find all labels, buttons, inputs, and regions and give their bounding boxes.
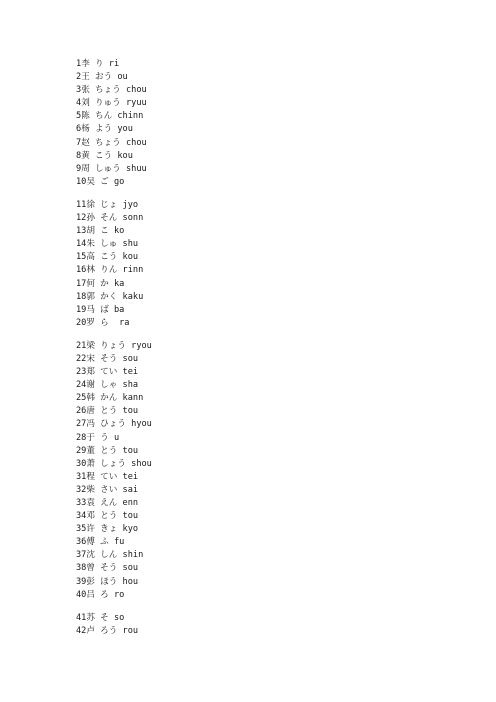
surname-kanji: 许 — [86, 524, 95, 535]
entry-number: 3 — [76, 85, 82, 96]
surname-kanji: 胡 — [86, 226, 95, 237]
surname-kana: じょ — [100, 199, 118, 210]
surname-row — [76, 523, 152, 536]
surname-row — [76, 58, 152, 71]
surname-kanji: 孙 — [86, 213, 95, 224]
surname-kanji: 袁 — [86, 498, 95, 508]
entry-number: 32 — [76, 484, 87, 495]
entry-number: 31 — [76, 471, 87, 482]
surname-romaji: ryou — [131, 340, 152, 351]
surname-kana: ろう — [100, 625, 118, 636]
surname-list — [76, 58, 152, 648]
surname-kana: しょう — [100, 458, 126, 469]
surname-kanji: 郑 — [86, 367, 95, 378]
entry-number: 11 — [76, 199, 87, 210]
surname-row — [76, 176, 152, 189]
surname-row — [76, 97, 152, 110]
surname-kanji: 宋 — [86, 353, 95, 364]
surname-kanji: 董 — [86, 445, 95, 456]
surname-row — [76, 458, 152, 471]
surname-kanji: 柴 — [86, 484, 95, 495]
entry-number: 19 — [76, 304, 87, 315]
surname-kanji: 赵 — [81, 137, 90, 148]
surname-romaji: shu — [122, 239, 139, 250]
entry-number: 30 — [76, 458, 87, 469]
surname-kana: かく — [100, 291, 118, 302]
surname-row — [76, 110, 152, 123]
surname-kanji: 傅 — [86, 537, 95, 548]
surname-kana: そう — [100, 563, 118, 574]
surname-row — [76, 366, 152, 379]
surname-kana: こ — [100, 226, 109, 237]
surname-kana: りん — [100, 265, 118, 276]
entry-number: 27 — [76, 419, 87, 430]
entry-number: 36 — [76, 537, 87, 548]
entry-number: 1 — [76, 59, 82, 69]
surname-row — [76, 225, 152, 238]
surname-romaji: tou — [122, 511, 139, 522]
surname-row — [76, 536, 152, 549]
surname-kanji: 邓 — [86, 511, 95, 522]
surname-row — [76, 150, 152, 163]
surname-kana: とう — [100, 445, 118, 456]
surname-kana: しん — [100, 550, 118, 561]
surname-kana: えん — [100, 498, 118, 508]
surname-kanji: 唐 — [86, 406, 95, 417]
surname-kana: しゅ — [100, 239, 118, 250]
surname-row — [76, 353, 152, 366]
surname-kanji: 陈 — [81, 111, 90, 122]
surname-kana: ご — [100, 176, 109, 187]
entry-number: 8 — [76, 150, 82, 161]
entry-number: 15 — [76, 252, 87, 263]
surname-romaji: chinn — [117, 111, 144, 122]
surname-kana: う — [100, 432, 109, 443]
surname-romaji: hyou — [131, 419, 152, 430]
surname-romaji: so — [113, 612, 125, 623]
surname-row — [76, 392, 152, 405]
entry-number: 18 — [76, 291, 87, 302]
surname-row — [76, 562, 152, 575]
surname-romaji: kou — [122, 252, 139, 263]
surname-row — [76, 251, 152, 264]
surname-kana: しゃ — [100, 380, 118, 391]
surname-kana: ほう — [100, 576, 118, 587]
surname-kana: てい — [100, 367, 118, 378]
surname-kanji: 王 — [81, 72, 90, 83]
surname-kanji: 萧 — [86, 458, 95, 469]
surname-kanji: 程 — [86, 471, 95, 482]
entry-number: 34 — [76, 511, 87, 522]
surname-romaji: ri — [108, 59, 120, 69]
surname-kana: こう — [94, 150, 113, 161]
surname-kana: ちょう — [94, 85, 121, 96]
surname-kana: とう — [100, 406, 118, 417]
surname-kana: そう — [100, 353, 118, 364]
surname-kana: ちん — [94, 111, 113, 122]
surname-kanji: 郭 — [86, 291, 95, 302]
surname-romaji: tou — [122, 406, 139, 417]
surname-kana: ろ — [100, 589, 109, 600]
surname-row — [76, 510, 152, 523]
surname-row — [76, 264, 152, 277]
surname-romaji: u — [113, 432, 120, 443]
surname-romaji: shin — [122, 550, 144, 561]
surname-romaji: ba — [113, 304, 125, 315]
surname-kanji: 马 — [86, 304, 95, 315]
surname-kana: か — [100, 278, 109, 289]
surname-kanji: 梁 — [86, 340, 95, 351]
surname-group — [76, 340, 152, 602]
entry-number: 5 — [76, 111, 82, 122]
surname-romaji: ka — [113, 278, 125, 289]
surname-row — [76, 317, 152, 330]
entry-number: 24 — [76, 380, 87, 391]
entry-number: 17 — [76, 278, 87, 289]
surname-romaji: ryuu — [125, 98, 147, 109]
entry-number: 38 — [76, 563, 87, 574]
surname-romaji: enn — [122, 498, 139, 508]
surname-kanji: 李 — [81, 59, 90, 69]
surname-romaji: ko — [113, 226, 125, 237]
surname-row — [76, 471, 152, 484]
surname-row — [76, 418, 152, 431]
surname-row — [76, 576, 152, 589]
surname-row — [76, 625, 152, 638]
surname-kanji: 朱 — [86, 239, 95, 250]
surname-row — [76, 405, 152, 418]
surname-row — [76, 445, 152, 458]
surname-kana: しゅう — [94, 163, 121, 174]
entry-number: 7 — [76, 137, 82, 148]
surname-romaji: rinn — [122, 265, 144, 276]
entry-number: 39 — [76, 576, 87, 587]
surname-romaji: go — [113, 176, 125, 187]
surname-romaji: sou — [122, 353, 139, 364]
entry-number: 41 — [76, 612, 87, 623]
entry-number: 12 — [76, 213, 87, 224]
surname-row — [76, 212, 152, 225]
surname-romaji: ro — [113, 589, 125, 600]
surname-romaji: sai — [122, 484, 139, 495]
surname-kanji: 徐 — [86, 199, 95, 210]
surname-kana: とう — [100, 511, 118, 522]
surname-kanji: 张 — [81, 85, 90, 96]
surname-kana: かん — [100, 393, 118, 404]
surname-group — [76, 58, 152, 189]
surname-row — [76, 549, 152, 562]
surname-kanji: 于 — [86, 432, 95, 443]
entry-number: 21 — [76, 340, 87, 351]
entry-number: 26 — [76, 406, 87, 417]
entry-number: 14 — [76, 239, 87, 250]
entry-number: 22 — [76, 353, 87, 364]
surname-kanji: 吴 — [86, 176, 95, 187]
entry-number: 37 — [76, 550, 87, 561]
entry-number: 9 — [76, 163, 82, 174]
surname-kanji: 林 — [86, 265, 95, 276]
surname-row — [76, 238, 152, 251]
entry-number: 28 — [76, 432, 87, 443]
surname-romaji: kou — [117, 150, 133, 161]
surname-group — [76, 612, 152, 638]
surname-kana: ば — [100, 304, 109, 315]
entry-number: 42 — [76, 625, 87, 636]
surname-kana: そん — [100, 213, 118, 224]
surname-row — [76, 379, 152, 392]
surname-romaji: kann — [122, 393, 144, 404]
surname-romaji: kaku — [122, 291, 144, 302]
surname-row — [76, 199, 152, 212]
surname-romaji: hou — [122, 576, 139, 587]
entry-number: 23 — [76, 367, 87, 378]
surname-kanji: 冯 — [86, 419, 95, 430]
entry-number: 35 — [76, 524, 87, 535]
entry-number: 13 — [76, 226, 87, 237]
entry-number: 29 — [76, 445, 87, 456]
surname-kanji: 谢 — [86, 380, 95, 391]
surname-kanji: 彭 — [86, 576, 95, 587]
surname-row — [76, 304, 152, 317]
surname-kanji: 吕 — [86, 589, 95, 600]
surname-row — [76, 432, 152, 445]
surname-kana: ふ — [100, 537, 109, 548]
surname-kana: ら — [100, 317, 109, 328]
surname-row — [76, 123, 152, 136]
surname-romaji: ou — [117, 72, 128, 83]
surname-kanji: 罗 — [86, 317, 95, 328]
entry-number: 16 — [76, 265, 87, 276]
surname-row — [76, 589, 152, 602]
surname-romaji: fu — [113, 537, 125, 548]
surname-kanji: 何 — [86, 278, 95, 289]
surname-kanji: 高 — [86, 252, 95, 263]
surname-row — [76, 71, 152, 84]
surname-kana: そ — [100, 612, 109, 623]
surname-row — [76, 497, 152, 510]
surname-romaji: kyo — [122, 524, 139, 535]
surname-romaji: tou — [122, 445, 139, 456]
surname-romaji: chou — [125, 137, 147, 148]
surname-romaji: ra — [113, 317, 130, 328]
surname-romaji: shou — [131, 458, 152, 469]
surname-kanji: 苏 — [86, 612, 95, 623]
surname-kanji: 杨 — [81, 124, 90, 135]
surname-kana: てい — [100, 471, 118, 482]
surname-romaji: sha — [122, 380, 139, 391]
surname-romaji: tei — [122, 367, 139, 378]
surname-row — [76, 137, 152, 150]
surname-kana: ちょう — [94, 137, 121, 148]
surname-kana: ひょう — [100, 419, 126, 430]
surname-romaji: rou — [122, 625, 139, 636]
surname-kana: り — [94, 59, 104, 69]
entry-number: 33 — [76, 498, 87, 508]
surname-row — [76, 484, 152, 497]
surname-kanji: 曾 — [86, 563, 95, 574]
surname-row — [76, 612, 152, 625]
surname-kanji: 韩 — [86, 393, 95, 404]
surname-kana: きょ — [100, 524, 118, 535]
surname-kana: こう — [100, 252, 118, 263]
surname-kanji: 卢 — [86, 625, 95, 636]
surname-kana: りょう — [100, 340, 126, 351]
surname-romaji: sonn — [122, 213, 144, 224]
entry-number: 20 — [76, 317, 87, 328]
surname-romaji: sou — [122, 563, 139, 574]
surname-row — [76, 291, 152, 304]
surname-kanji: 周 — [81, 163, 90, 174]
entry-number: 25 — [76, 393, 87, 404]
surname-kana: おう — [94, 72, 113, 83]
surname-kanji: 黄 — [81, 150, 90, 161]
surname-row — [76, 163, 152, 176]
surname-kana: よう — [94, 124, 113, 135]
surname-kanji: 刘 — [81, 98, 90, 109]
surname-group — [76, 199, 152, 330]
surname-romaji: shuu — [125, 163, 147, 174]
surname-row — [76, 340, 152, 353]
surname-romaji: you — [117, 124, 133, 135]
surname-kana: さい — [100, 484, 118, 495]
surname-romaji: tei — [122, 471, 139, 482]
entry-number: 6 — [76, 124, 82, 135]
entry-number: 10 — [76, 176, 87, 187]
entry-number: 4 — [76, 98, 82, 109]
entry-number: 2 — [76, 72, 82, 83]
surname-row — [76, 278, 152, 291]
surname-romaji: chou — [125, 85, 147, 96]
entry-number: 40 — [76, 589, 87, 600]
surname-kanji: 沈 — [86, 550, 95, 561]
surname-kana: りゅう — [94, 98, 121, 109]
surname-romaji: jyo — [122, 199, 139, 210]
surname-row — [76, 84, 152, 97]
